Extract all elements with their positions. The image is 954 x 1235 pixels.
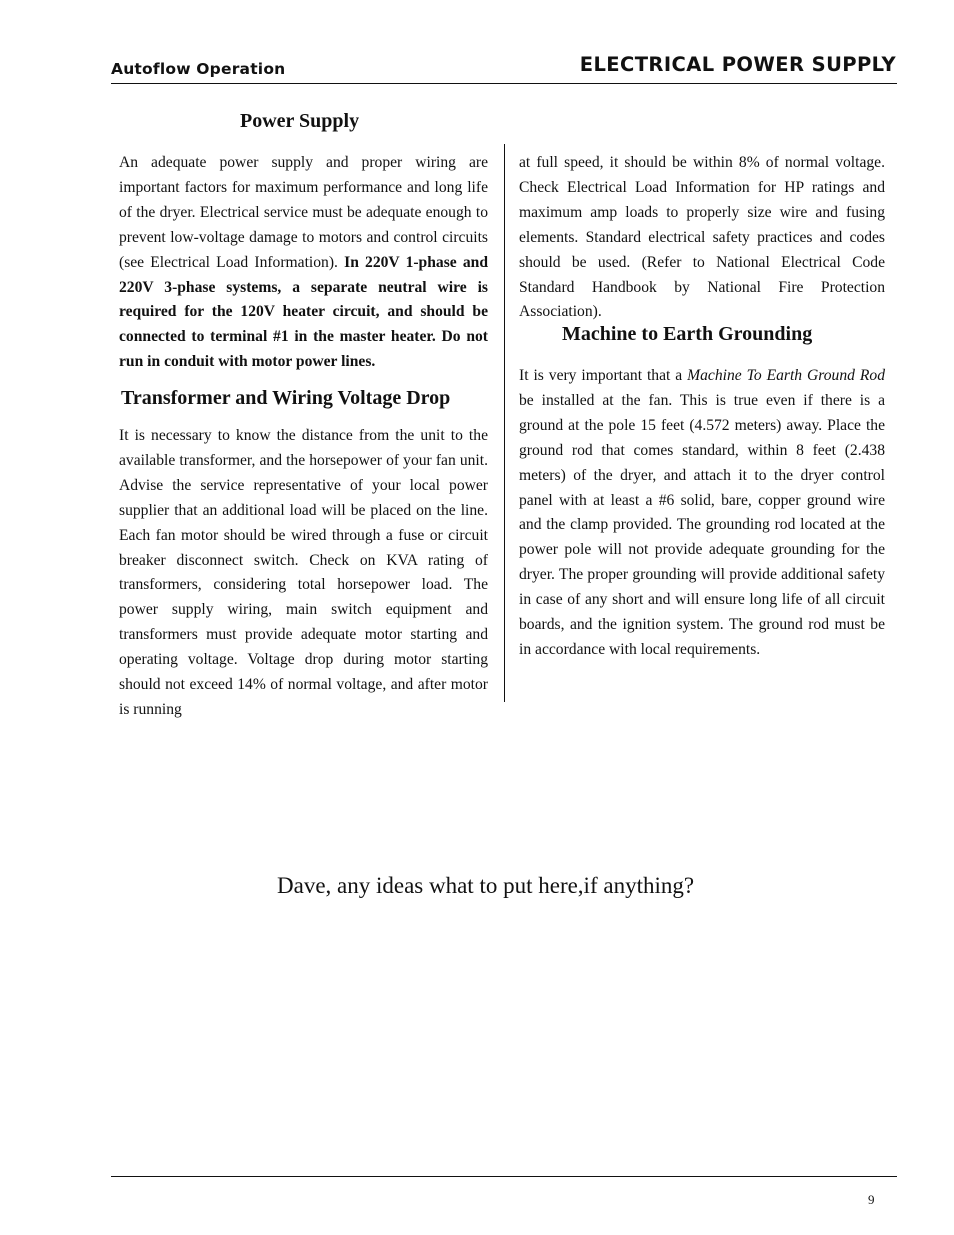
grounding-text-body: be installed at the fan. This is true even if there is a ground at the pole 15 feet (4.572 meters) away. Place the ground rod that comes standard, within 8 feet (2.438 meters) of the dryer, and attach it to the dryer control panel with at least a #6 solid, bare, copper ground wire and the clamp provided. The grounding rod located at the power pole will not provide adequate grounding for the dryer. The proper grounding will provide additional safety in case of any short and will ensure long life of all circuit boards, and the ignition system. The ground rod must be in accordance with local requirements. (519, 391, 885, 658)
page-number: 9 (868, 1192, 875, 1207)
transformer-heading: Transformer and Wiring Voltage Drop (121, 387, 451, 409)
grounding-rod-term: Machine To Earth Ground Rod (687, 367, 885, 384)
grounding-paragraph (519, 364, 885, 663)
power-supply-warning-text: In 220V 1-phase and 220V 3-phase systems, a separate neutral wire is required for the 120V heater circuit, and should be connected to terminal #1 in the master heater. Do not run in conduit with motor power lines. (119, 253, 488, 371)
footer-divider (111, 1176, 897, 1177)
grounding-heading: Machine to Earth Grounding (562, 323, 813, 345)
header-section-title: Autoflow Operation (111, 60, 286, 78)
header-chapter-title: ELECTRICAL POWER SUPPLY (579, 53, 896, 76)
column-divider (504, 144, 505, 702)
placeholder-note: Dave, any ideas what to put here,if anything? (277, 873, 695, 898)
power-supply-heading: Power Supply (240, 110, 360, 132)
transformer-paragraph (119, 424, 488, 723)
power-supply-text: An adequate power supply and proper wiring are important factors for maximum performance and long life of the dryer. Electrical service must be adequate enough to prevent low-voltage damage to motors and control circuits (see Electrical Load Information). (119, 154, 488, 271)
transformer-text-continued: at full speed, it should be within 8% of normal voltage. Check Electrical Load Information for HP ratings and maximum amp loads to properly size wire and fusing elements. Standard electrical safety practices and codes should be used. (Refer to National Electrical Code Standard Handbook by National Fire Protection Association). (519, 154, 885, 321)
transformer-text: It is necessary to know the distance from the unit to the available transformer, and the horsepower of your fan unit. Advise the service representative of your local power supplier that an additional load will be placed on the line. Each fan motor should be wired through a fuse or circuit breaker disconnect switch. Check on KVA rating of transformers, considering total horsepower load. The power supply wiring, main switch equipment and transformers must provide adequate motor starting and operating voltage. Voltage drop during motor starting should not exceed 14% of normal voltage, and after motor is running (119, 427, 488, 718)
power-supply-paragraph (119, 151, 488, 375)
header-divider (111, 83, 897, 84)
transformer-paragraph-continued (519, 151, 885, 325)
grounding-text-intro: It is very important that a (519, 367, 688, 384)
